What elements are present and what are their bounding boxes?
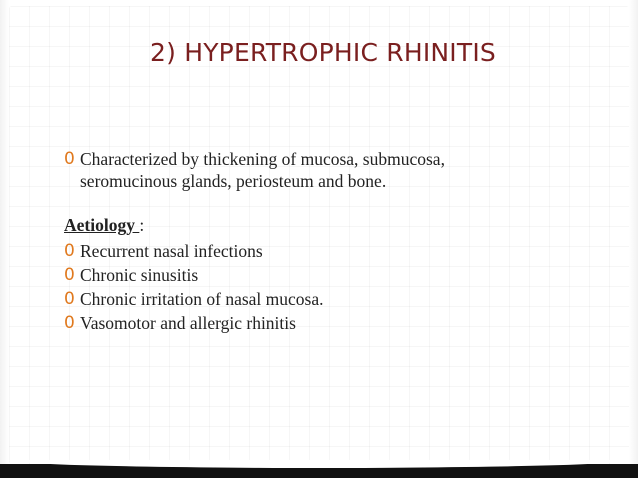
aetiology-item-2 (64, 264, 604, 286)
slide-right-edge (629, 0, 638, 478)
aetiology-item-3 (64, 288, 604, 310)
slide-title: 2) HYPERTROPHIC RHINITIS (150, 38, 496, 67)
bullet-marker: 0 (64, 289, 75, 309)
aetiology-item-1 (64, 240, 604, 262)
aetiology-separator: : (139, 215, 145, 235)
bullet-marker: 0 (64, 313, 75, 333)
aetiology-heading (64, 214, 604, 236)
aetiology-label: Aetiology (64, 215, 140, 235)
definition-item (64, 148, 604, 192)
definition-line-2: seromucinous glands, periosteum and bone. (80, 171, 387, 191)
bullet-marker: 0 (64, 265, 75, 285)
aetiology-item-text: Chronic irritation of nasal mucosa. (80, 289, 324, 309)
definition-line-1: Characterized by thickening of mucosa, submucosa, (80, 149, 445, 169)
slide-left-edge (0, 0, 9, 478)
aetiology-item-text: Vasomotor and allergic rhinitis (80, 313, 296, 333)
slide-content (64, 148, 604, 336)
aetiology-item-text: Recurrent nasal infections (80, 241, 263, 261)
bullet-marker: 0 (64, 149, 75, 169)
bullet-marker: 0 (64, 241, 75, 261)
aetiology-item-4 (64, 312, 604, 334)
aetiology-item-text: Chronic sinusitis (80, 265, 199, 285)
